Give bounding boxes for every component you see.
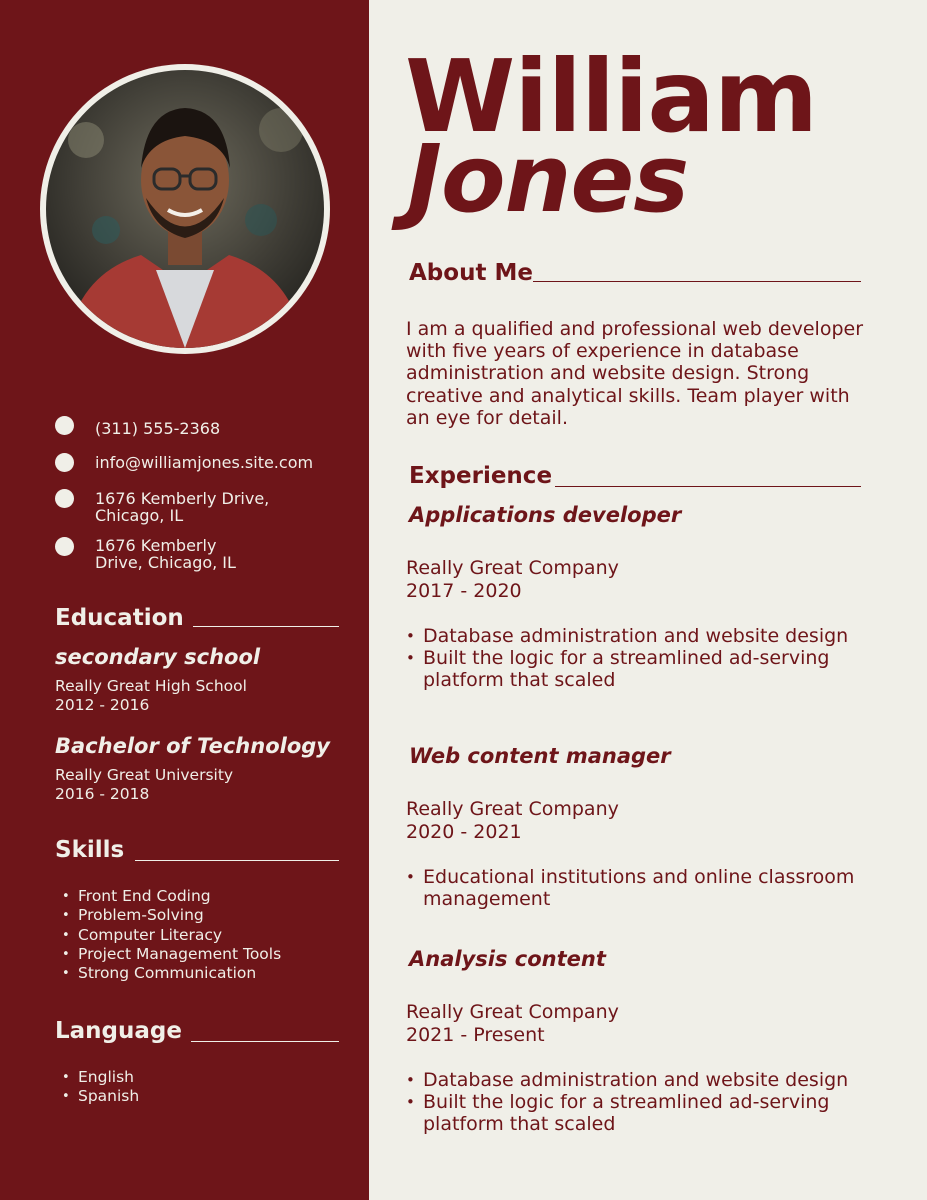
job-bullets (406, 625, 876, 692)
contact-email: info@williamjones.site.com (95, 453, 314, 472)
education-heading: Education (55, 605, 184, 631)
email-icon (55, 453, 74, 472)
job-years: 2020 - 2021 (406, 821, 522, 843)
profile-photo (46, 70, 324, 348)
job-bullets (406, 866, 876, 910)
language-heading: Language (55, 1018, 182, 1044)
skills-divider (135, 860, 339, 861)
job-bullet: • Built the logic for a streamlined ad-serving platform that scaled (406, 1091, 876, 1135)
language-list (60, 1068, 139, 1107)
education-degree: secondary school (55, 645, 261, 669)
job-bullet: • Database administration and website design (406, 1069, 876, 1091)
job-years: 2017 - 2020 (406, 580, 522, 602)
sidebar (0, 0, 369, 1200)
education-degree: Bachelor of Technology (55, 734, 330, 758)
education-years: 2016 - 2018 (55, 785, 150, 803)
job-bullet: • Database administration and website design (406, 625, 876, 647)
location-icon (55, 489, 74, 508)
language-item: • English (60, 1068, 139, 1087)
skills-heading: Skills (55, 837, 125, 863)
language-divider (191, 1041, 339, 1042)
about-divider (533, 281, 861, 282)
skill-item: • Front End Coding (60, 887, 281, 906)
contact-address: 1676 Kemberly Drive, Chicago, IL (95, 489, 270, 525)
skills-list (60, 887, 281, 983)
skill-item: • Strong Communication (60, 964, 281, 983)
job-company: Really Great Company (406, 557, 619, 579)
language-item: • Spanish (60, 1087, 139, 1106)
phone-icon (55, 416, 74, 435)
education-school: Really Great University (55, 766, 234, 784)
education-divider (193, 626, 339, 627)
about-text: I am a qualified and professional web developer with five years of experience in database administration and website design. Strong creative and analytical skills. Team player with an eye for detail. (406, 318, 864, 429)
profile-photo-frame (40, 64, 330, 354)
first-name: William (405, 38, 818, 155)
job-company: Really Great Company (406, 798, 619, 820)
job-company: Really Great Company (406, 1001, 619, 1023)
about-heading: About Me (409, 260, 533, 286)
experience-heading: Experience (409, 463, 553, 489)
job-title: Applications developer (409, 503, 682, 527)
contact-phone: (311) 555-2368 (95, 419, 221, 438)
last-name: Jones (407, 125, 689, 234)
job-bullets (406, 1069, 876, 1136)
skill-item: • Computer Literacy (60, 926, 281, 945)
job-bullet: • Built the logic for a streamlined ad-serving platform that scaled (406, 647, 876, 691)
location-icon (55, 537, 74, 556)
skill-item: • Problem-Solving (60, 906, 281, 925)
skill-item: • Project Management Tools (60, 945, 281, 964)
job-years: 2021 - Present (406, 1024, 545, 1046)
job-title: Analysis content (409, 947, 606, 971)
education-years: 2012 - 2016 (55, 696, 150, 714)
education-school: Really Great High School (55, 677, 247, 695)
job-bullet: • Educational institutions and online classroom management (406, 866, 876, 910)
contact-address-alt: 1676 Kemberly Drive, Chicago, IL (95, 536, 236, 572)
job-title: Web content manager (409, 744, 671, 768)
experience-divider (555, 486, 861, 487)
